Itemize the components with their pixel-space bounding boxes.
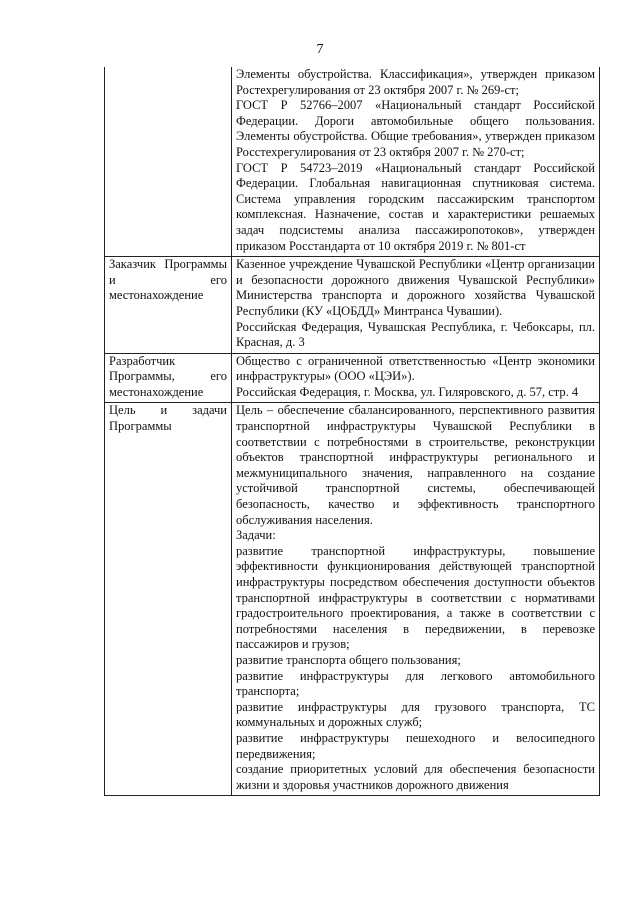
page-number: 7: [316, 42, 324, 57]
row-label: [105, 67, 232, 257]
table-row: [105, 353, 600, 403]
table-row: [105, 403, 600, 796]
paragraph: ГОСТ Р 52766–2007 «Национальный стандарт Российской Федерации. Дороги автомобильные общего пользования. Элементы обустройства. Общие требования», утвержден приказом Росстехрегулирования от 23 октября 2007 г. № 270-ст;: [236, 98, 595, 159]
table-row: [105, 257, 600, 354]
paragraph: развитие инфраструктуры для грузового транспорта, ТС коммунальных и дорожных служб;: [236, 699, 595, 730]
paragraph: ГОСТ Р 54723–2019 «Национальный стандарт Российской Федерации. Глобальная навигационная спутниковая система. Система управления городским пассажирским транспортом комплексная. Назначение, состав и характеристики решаемых задач подсистемы анализа пассажиропотоков», утвержден приказом Росстандарта от 10 октября 2019 г. № 801-ст: [236, 160, 595, 253]
table-row: [105, 67, 600, 257]
paragraph: создание приоритетных условий для обеспечения безопасности жизни и здоровья участников дорожного движения: [236, 762, 595, 792]
row-value: [232, 403, 600, 796]
row-label: Цель и задачи Программы: [105, 403, 232, 796]
row-value: [232, 353, 600, 403]
paragraph: Элементы обустройства. Классификация», утвержден приказом Ростехрегулирования от 23 октября 2007 г. № 269-ст;: [236, 67, 595, 97]
paragraph: Казенное учреждение Чувашской Республики «Центр организации и безопасности дорожного движения Чувашской Республики» Министерства транспорта и дорожного хозяйства Чувашской Республики (КУ «ЦОБДД» Минтранса Чувашии).: [236, 257, 595, 318]
paragraph: развитие транспортной инфраструктуры, повышение эффективности функционирования действующей транспортной инфраструктуры посредством обеспечения доступности объектов транспортной инфраструктуры в соответствии с нормативами градостроительного проектирования, а также в соответствии с потребностями населения в передвижении, в перевозке пассажиров и грузов;: [236, 543, 595, 652]
paragraph: Задачи:: [236, 528, 276, 543]
paragraph: Российская Федерация, г. Москва, ул. Гиляровского, д. 57, стр. 4: [236, 384, 579, 399]
row-label: Разработчик Программы, его местонахождение: [105, 353, 232, 403]
paragraph: Цель – обеспечение сбалансированного, перспективного развития транспортной инфраструктуры Чувашской Республики в соответствии с потребностями в строительстве, реконструкции объектов транспортной инфраструктуры регионального и межмуниципального значения, направленного на создание устойчивой транспортной системы, обеспечивающей безопасность, качество и эффективность транспортного обслуживания населения.: [236, 403, 595, 527]
paragraph: Общество с ограниченной ответственностью «Центр экономики инфраструктуры» (ООО «ЦЭИ»).: [236, 353, 595, 384]
paragraph: развитие инфраструктуры пешеходного и велосипедного передвижения;: [236, 730, 595, 761]
paragraph: развитие инфраструктуры для легкового автомобильного транспорта;: [236, 668, 595, 699]
paragraph: Российская Федерация, Чувашская Республика, г. Чебоксары, пл. Красная, д. 3: [236, 319, 595, 350]
program-passport-table: [104, 67, 600, 796]
row-value: [232, 257, 600, 354]
paragraph: развитие транспорта общего пользования;: [236, 652, 461, 667]
row-label: Заказчик Программы и его местонахождение: [105, 257, 232, 354]
row-value: [232, 67, 600, 257]
